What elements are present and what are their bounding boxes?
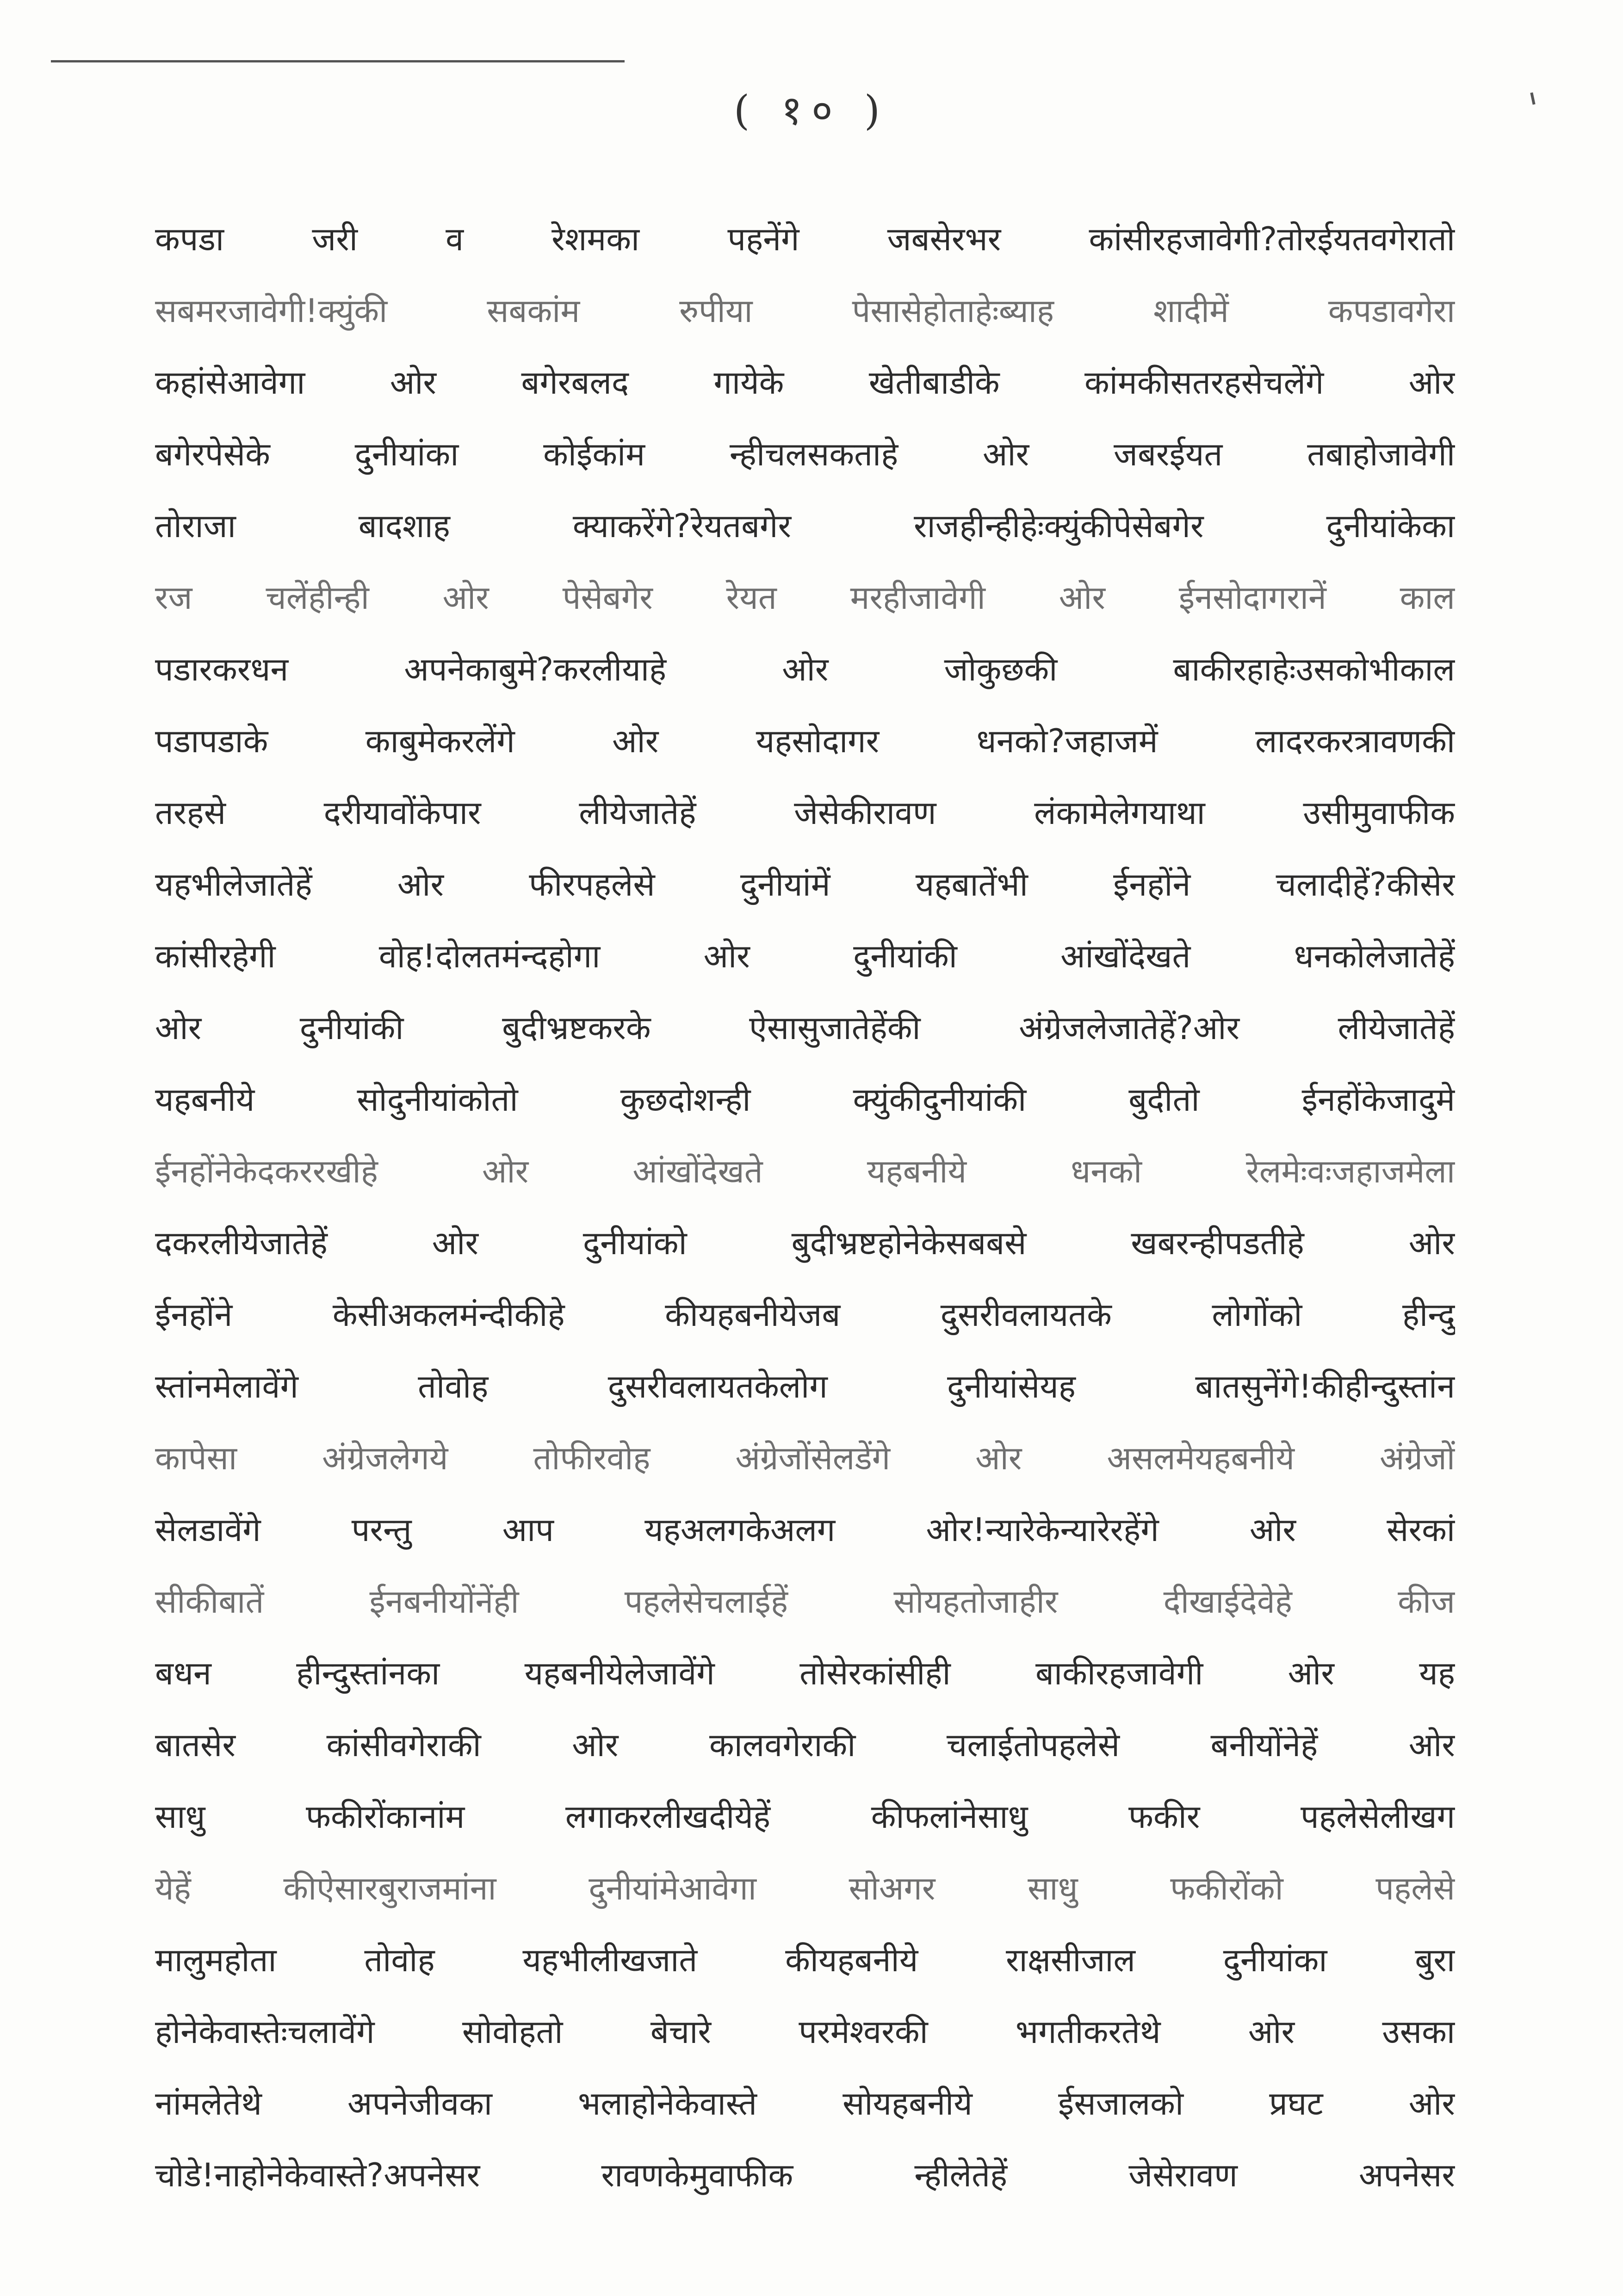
text-line: चोडे!नाहोनेकेवास्ते?अपनेसर रावणकेमुवाफीक न्हीलेतेहें जेसेरावण अपनेसर	[155, 2156, 1455, 2194]
text-line: कापेसा अंग्रेजलेगये तोफीरवोह अंग्रेजोंसेलडेंगे ओर असलमेयहबनीये अंग्रेजों	[155, 1439, 1455, 1477]
body-text	[155, 204, 1455, 2211]
text-line: बगेरपेसेके दुनीयांका कोईकांम न्हीचलसकताहे ओर जबरईयत तबाहोजावेगी	[155, 435, 1455, 473]
text-line: यहबनीये सोदुनीयांकोतो कुछदोशन्ही क्युंकीदुनीयांकी बुदीतो ईनहोंकेजादुमे	[155, 1081, 1455, 1119]
text-line: सबमरजावेगी!क्युंकी सबकांम रुपीया पेसासेहोताहेःब्याह शादीमें कपडावगेरा	[155, 292, 1455, 330]
text-line: तरहसे दरीयावोंकेपार लीयेजातेहें जेसेकीरावण लंकामेलेगयाथा उसीमुवाफीक	[155, 794, 1455, 832]
text-line: दकरलीयेजातेहें ओर दुनीयांको बुदीभ्रष्टहोनेकेसबबसे खबरन्हीपडतीहे ओर	[155, 1224, 1455, 1262]
text-line: येहें कीऐसारबुराजमांना दुनीयांमेआवेगा सोअगर साधु फकीरोंको पहलेसे	[155, 1869, 1455, 1907]
text-line: ईनहोंनेकेदकररखीहे ओर आंखोंदेखते यहबनीये धनको रेलमेःवःजहाजमेला	[155, 1152, 1455, 1190]
text-line: पडारकरधन अपनेकाबुमे?करलीयाहे ओर जोकुछकी बाकीरहाहेःउसकोभीकाल	[155, 650, 1455, 688]
top-rule	[51, 60, 625, 62]
text-line: तोराजा बादशाह क्याकरेंगे?रेयतबगेर राजहीन्हीहेःक्युंकीपेसेबगेर दुनीयांकेका	[155, 507, 1455, 545]
text-line: साधु फकीरोंकानांम लगाकरलीखदीयेहें कीफलांनेसाधु फकीर पहलेसेलीखग	[155, 1798, 1455, 1836]
text-line: सीकीबातें ईनबनीयोंनेंही पहलेसेचलाईहें सोयहतोजाहीर दीखाईदेवेहे कीज	[155, 1583, 1455, 1621]
text-line: मालुमहोता तोवोह यहभीलीखजाते कीयहबनीये राक्षसीजाल दुनीयांका बुरा	[155, 1941, 1455, 1979]
text-line: स्तांनमेलावेंगे तोवोह दुसरीवलायतकेलोग दुनीयांसेयह बातसुनेंगे!कीहीन्दुस्तांन	[155, 1368, 1455, 1405]
text-line: होनेकेवास्तेःचलावेंगे सोवोहतो बेचारे परमेश्वरकी भगतीकरतेथे ओर उसका	[155, 2013, 1455, 2051]
text-line: यहभीलेजातेहें ओर फीरपहलेसे दुनीयांमें यहबातेंभी ईनहोंने चलादीहें?कीसेर	[155, 866, 1455, 904]
text-line: बधन हीन्दुस्तांनका यहबनीयेलेजावेंगे तोसेरकांसीही बाकीरहजावेगी ओर यह	[155, 1654, 1455, 1692]
text-line: ओर दुनीयांकी बुदीभ्रष्टकरके ऐसासुजातेहेंकी अंग्रेजलेजातेहें?ओर लीयेजातेहें	[155, 1009, 1455, 1047]
text-line: रज चलेंहीन्ही ओर पेसेबगेर रेयत मरहीजावेगी ओर ईनसोदागरानें काल	[155, 579, 1455, 617]
text-line: सेलडावेंगे परन्तु आप यहअलगकेअलग ओर!न्यारेकेन्यारेरहेंगे ओर सेरकां	[155, 1511, 1455, 1549]
text-line: नांमलेतेथे अपनेजीवका भलाहोनेकेवास्ते सोयहबनीये ईसजालको प्रघट ओर	[155, 2085, 1455, 2123]
text-line: बातसेर कांसीवगेराकी ओर कालवगेराकी चलाईतोपहलेसे बनीयोंनेहें ओर	[155, 1726, 1455, 1764]
text-line: कहांसेआवेगा ओर बगेरबलद गायेके खेतीबाडीके कांमकीसतरहसेचलेंगे ओर	[155, 364, 1455, 402]
text-line: ईनहोंने केसीअकलमंन्दीकीहे कीयहबनीयेजब दुसरीवलायतके लोगोंको हीन्दु	[155, 1296, 1455, 1334]
text-line: पडापडाके काबुमेकरलेंगे ओर यहसोदागर धनको?जहाजमें लादरकरत्रावणकी	[155, 722, 1455, 760]
text-line: कपडा जरी व रेशमका पहनेंगे जबसेरभर कांसीरहजावेगी?तोरईयतवगेरातो	[155, 220, 1455, 258]
page-number: ( १० )	[733, 87, 890, 134]
text-line: कांसीरहेगी वोह!दोलतमंन्दहोगा ओर दुनीयांकी आंखोंदेखते धनकोलेजातेहें	[155, 937, 1455, 975]
